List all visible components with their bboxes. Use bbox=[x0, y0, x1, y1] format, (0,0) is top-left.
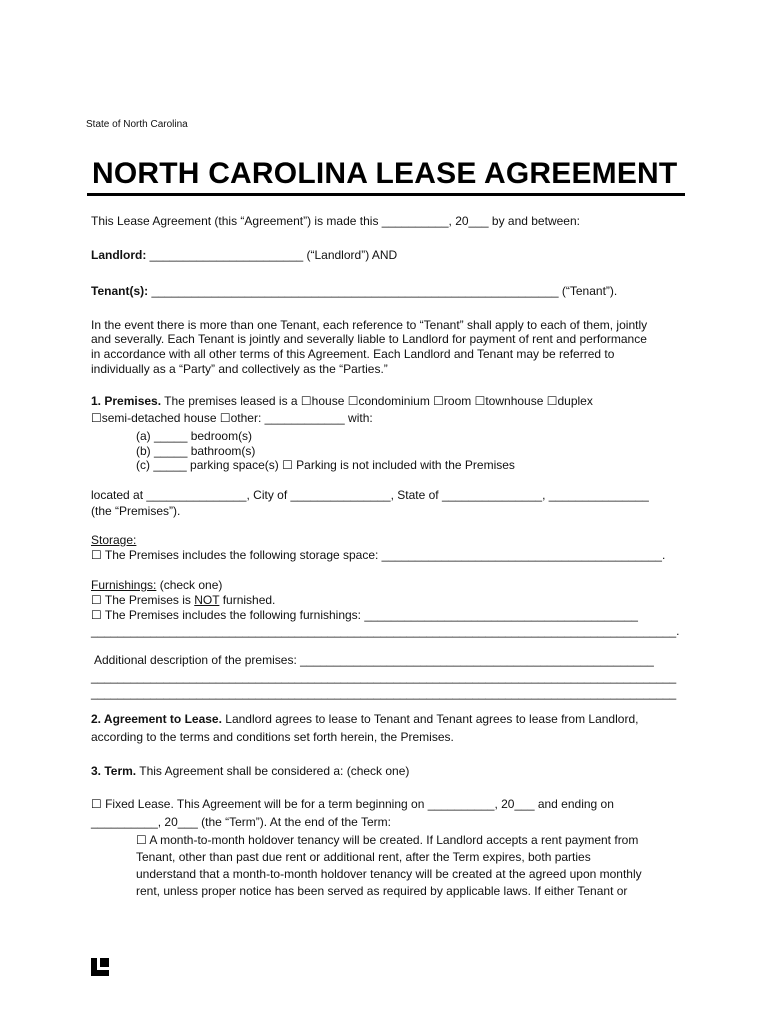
premises-line-2: ☐semi-detached house ☐other: ____________ with: bbox=[91, 411, 373, 425]
furnishings-option-not-furnished bbox=[91, 593, 275, 608]
term-fixed-line-1: ☐ Fixed Lease. This Agreement will be for a term beginning on __________, 20___ and ending on bbox=[91, 797, 614, 811]
premises-line-1 bbox=[91, 394, 593, 409]
furnishings-heading-note: (check one) bbox=[156, 578, 223, 592]
multi-tenant-line-2: and severally. Each Tenant is jointly and severally liable to Landlord for payment of rent and performance bbox=[91, 332, 647, 346]
furnishings-opt1-not: NOT bbox=[194, 593, 220, 607]
landlord-line bbox=[91, 248, 397, 263]
term-holdover-line-2: Tenant, other than past due rent or additional rent, after the Term expires, both parties bbox=[136, 850, 591, 864]
multi-tenant-line-4: individually as a “Party” and collectively as the “Parties.” bbox=[91, 362, 388, 376]
lawdistrict-logo-icon bbox=[90, 957, 110, 977]
title-underline bbox=[87, 193, 685, 196]
premises-bathrooms: (b) _____ bathroom(s) bbox=[136, 444, 256, 458]
term-heading-line bbox=[91, 764, 409, 779]
landlord-label: Landlord: bbox=[91, 248, 147, 262]
document-title: NORTH CAROLINA LEASE AGREEMENT bbox=[92, 157, 678, 190]
premises-bedrooms: (a) _____ bedroom(s) bbox=[136, 429, 253, 443]
storage-heading: Storage: bbox=[91, 533, 137, 547]
multi-tenant-line-1: In the event there is more than one Tenant, each reference to “Tenant” shall apply to each of them, jointly bbox=[91, 318, 648, 332]
furnishings-option-includes: ☐ The Premises includes the following furnishings: _________________________________________ bbox=[91, 608, 638, 622]
agreement-to-lease-line-2: according to the terms and conditions set forth herein, the Premises. bbox=[91, 730, 454, 744]
term-holdover-line-3: understand that a month-to-month holdover tenancy will be created at the agreed upon monthly bbox=[136, 867, 642, 881]
agreement-to-lease-line-1 bbox=[91, 712, 638, 727]
additional-description-line-3: _________________________________________________________________________________________ bbox=[91, 686, 677, 700]
furnishings-heading-line bbox=[91, 578, 222, 593]
landlord-value: _______________________ (“Landlord”) AND bbox=[146, 248, 398, 262]
storage-line: ☐ The Premises includes the following storage space: __________________________________________. bbox=[91, 548, 666, 562]
agreement-to-lease-text: Landlord agrees to lease to Tenant and Tenant agrees to lease from Landlord, bbox=[221, 712, 639, 726]
state-label: State of North Carolina bbox=[86, 119, 188, 130]
tenant-label: Tenant(s): bbox=[91, 284, 149, 298]
additional-description-line-2: _________________________________________________________________________________________ bbox=[91, 670, 677, 684]
premises-heading: 1. Premises. bbox=[91, 394, 162, 408]
term-heading-text: This Agreement shall be considered a: (check one) bbox=[136, 764, 410, 778]
furnishings-opt1-post: furnished. bbox=[219, 593, 276, 607]
term-heading: 3. Term. bbox=[91, 764, 137, 778]
term-holdover-line-1: ☐ A month-to-month holdover tenancy will be created. If Landlord accepts a rent payment from bbox=[136, 833, 639, 847]
premises-location-line-1: located at _______________, City of _______________, State of _______________, _______________ bbox=[91, 488, 649, 502]
tenant-value: _____________________________________________________________ (“Tenant”). bbox=[148, 284, 618, 298]
term-fixed-line-2: __________, 20___ (the “Term”). At the end of the Term: bbox=[91, 815, 391, 829]
term-holdover-line-4: rent, unless proper notice has been served as required by applicable laws. If either Tenant or bbox=[136, 884, 628, 898]
furnishings-opt1-pre: ☐ The Premises is bbox=[91, 593, 195, 607]
furnishings-option-continuation: _________________________________________________________________________________________. bbox=[91, 624, 680, 638]
furnishings-heading: Furnishings: bbox=[91, 578, 157, 592]
premises-type-options: The premises leased is a ☐house ☐condominium ☐room ☐townhouse ☐duplex bbox=[161, 394, 593, 408]
premises-location-line-2: (the “Premises”). bbox=[91, 504, 181, 518]
premises-parking: (c) _____ parking space(s) ☐ Parking is not included with the Premises bbox=[136, 458, 515, 472]
agreement-to-lease-heading: 2. Agreement to Lease. bbox=[91, 712, 222, 726]
additional-description-line-1: Additional description of the premises: _____________________________________________________ bbox=[94, 653, 654, 667]
tenant-line bbox=[91, 284, 617, 299]
multi-tenant-line-3: in accordance with all other terms of this Agreement. Each Landlord and Tenant may be referred to bbox=[91, 347, 615, 361]
intro-text: This Lease Agreement (this “Agreement”) is made this __________, 20___ by and between: bbox=[91, 214, 580, 228]
